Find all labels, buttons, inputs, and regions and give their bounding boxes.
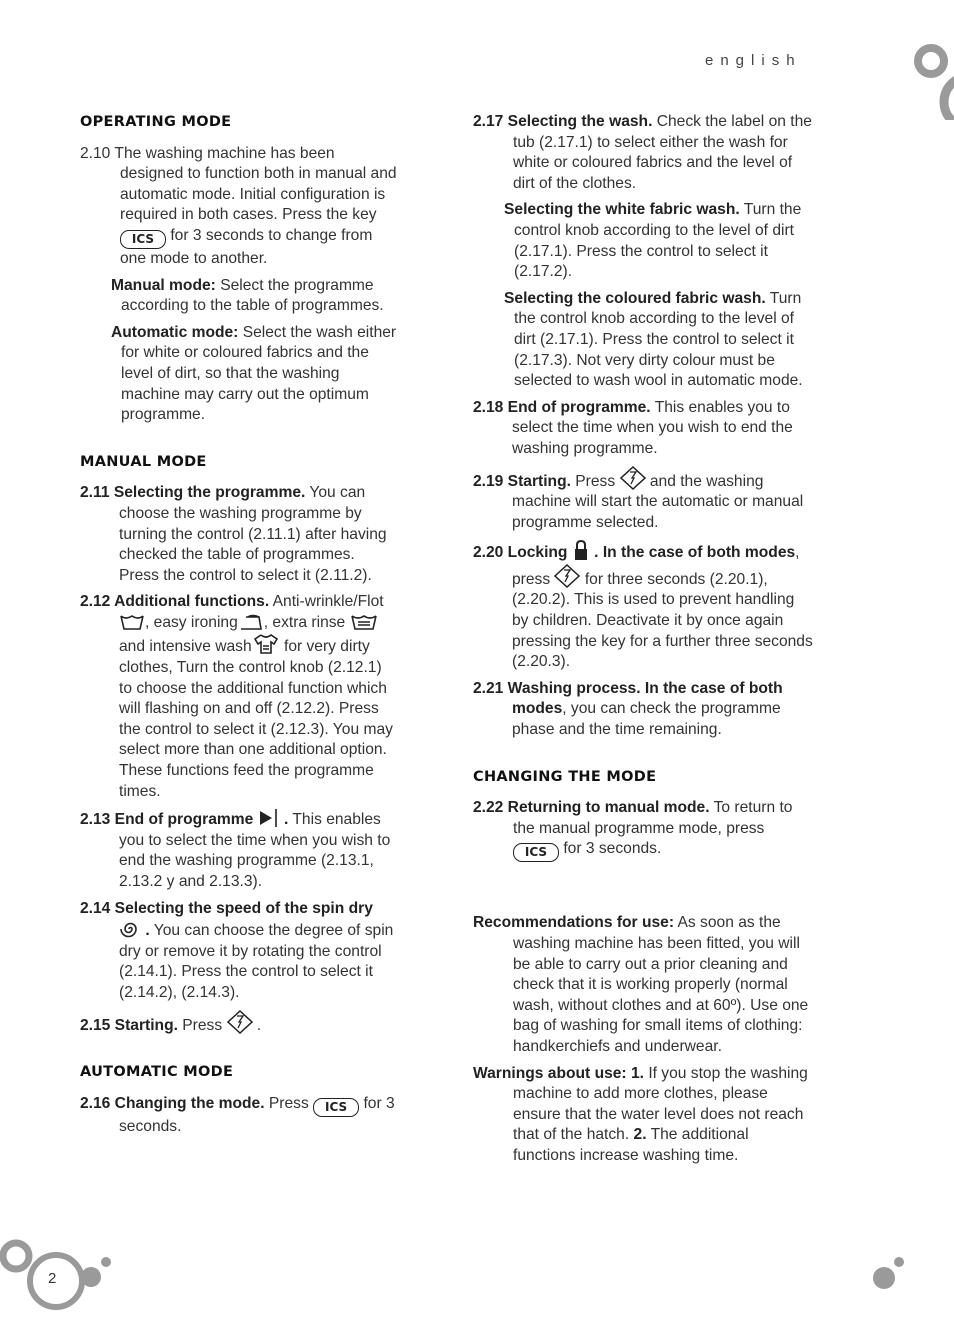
para-2-20 [473, 539, 813, 673]
para-2-22 [473, 798, 813, 862]
para-2-15-text: Press [182, 1016, 223, 1034]
automatic-mode-label: Automatic mode: [111, 323, 239, 341]
para-2-14-text: You can choose the degree of spin dry or remove it by rotating the control (2.14.1). Press the control to select it (2.14.2), (2.14.3). [119, 922, 394, 1001]
end-of-programme-icon [258, 808, 280, 828]
para-2-13-label: 2.13 End of programme [80, 811, 254, 829]
bottom-right-dot-decoration [868, 1250, 908, 1295]
para-2-19-label: 2.19 Starting. [473, 472, 571, 490]
para-2-20-label: 2.20 Locking [473, 544, 568, 562]
para-2-20-text-c: , press [512, 544, 800, 588]
para-2-16-end: for 3 seconds. [119, 1094, 395, 1135]
para-2-22-label: 2.22 Returning to manual mode. [473, 799, 710, 817]
para-2-12-text-d: and intensive wash [119, 638, 252, 656]
operating-mode-heading: OPERATING MODE [80, 114, 232, 130]
manual-mode-heading: MANUAL MODE [80, 453, 207, 470]
coloured-fabric-text: Turn the control knob according to the level of dirt (2.17.1). Press the control to select it (2.17.3). Not very dirty colour must be selected to wash wool in automatic mode. [514, 289, 803, 390]
ics-key-icon: ICS [313, 1098, 359, 1117]
para-2-12 [80, 592, 398, 802]
automatic-mode-heading: AUTOMATIC MODE [80, 1064, 234, 1081]
white-fabric-text: Turn the control knob according to the level of dirt (2.17.1). Press the control to select it (2.17.2). [514, 201, 802, 281]
para-2-15-label: 2.15 Starting. [80, 1016, 178, 1034]
warnings-text-b: The additional functions increase washing time. [513, 1126, 749, 1164]
para-2-11 [80, 483, 398, 586]
para-2-12-text-a: Anti-wrinkle/Flot [272, 593, 384, 611]
manual-mode-label: Manual mode: [111, 276, 216, 294]
language-label: english [705, 52, 802, 69]
start-diamond-icon [227, 1010, 253, 1034]
para-2-16-text: Press [268, 1094, 309, 1112]
warnings-para [473, 1064, 813, 1167]
para-2-20-text-d: for three seconds (2.20.1), (2.20.2). This is used to prevent handling by children. Deactivate it by once again pressing the key for a further three seconds (2.20.3). [512, 570, 813, 671]
para-2-18-text: This enables you to select the time when you wish to end the washing programme. [512, 398, 793, 457]
para-2-21-label: 2.21 Washing process. In the case of both modes [473, 679, 783, 718]
para-2-12-text-c: , extra rinse [263, 613, 346, 631]
para-2-12-text-e: for very dirty clothes, Turn the control knob (2.12.1) to choose the additional function which will flashing on and off (2.12.2). Press the control to select it (2.12.3). You may select more than one additional option. These functions feed the programme times. [119, 638, 393, 800]
para-2-10-number: 2.10 [80, 144, 111, 162]
para-2-14 [80, 899, 398, 1004]
para-2-12-text-b: , easy ironing [145, 613, 238, 631]
para-2-13 [80, 808, 398, 892]
para-2-10-text-a: The washing machine has been designed to function both in manual and automatic mode. Initial configuration is required in both cases. Press the key [114, 144, 397, 224]
changing-mode-heading: CHANGING THE MODE [473, 768, 657, 785]
automatic-mode-note [80, 323, 398, 426]
para-2-11-label: 2.11 Selecting the programme. [80, 484, 306, 502]
left-column [80, 112, 398, 1143]
warnings-number-2: 2. [633, 1126, 647, 1144]
para-2-21 [473, 679, 813, 741]
warnings-label: Warnings about use: 1. [473, 1064, 644, 1082]
para-2-22-text: To return to the manual programme mode, press [513, 799, 793, 837]
easy-ironing-icon [238, 613, 264, 631]
bottom-left-circle-decoration [0, 1230, 130, 1339]
white-fabric-note [473, 200, 813, 282]
para-2-13-dot: . [284, 811, 289, 829]
para-2-22-end: for 3 seconds. [563, 840, 662, 858]
start-diamond-icon [554, 564, 580, 588]
recommendations-para [473, 913, 813, 1057]
para-2-21-text: , you can check the programme phase and the time remaining. [512, 700, 781, 739]
para-2-10 [80, 144, 398, 270]
manual-mode-text: Select the programme according to the table of programmes. [121, 276, 384, 315]
para-2-13-text: This enables you to select the time when you wish to end the washing programme (2.13.1, 2.13.2 y and 2.13.3). [119, 811, 391, 890]
anti-wrinkle-tub-icon [119, 613, 145, 631]
coloured-fabric-note [473, 289, 813, 392]
para-2-16 [80, 1094, 398, 1138]
recommendations-text: As soon as the washing machine has been fitted, you will be able to carry out a prior cleaning and check that it is working properly (normal wash, without clothes and at 60º). Use one bag of washing for small items of clothing: handkerchiefs and underwear. [513, 914, 809, 1055]
automatic-mode-text: Select the wash either for white or coloured fabrics and the level of dirt, so that the washing machine may carry out the optimum programme. [121, 323, 397, 424]
manual-mode-note [80, 276, 398, 317]
para-2-14-dot: . [145, 922, 150, 940]
white-fabric-label: Selecting the white fabric wash. [504, 201, 740, 219]
para-2-19-text-a: Press [575, 472, 616, 490]
para-2-17-text: Check the label on the tub (2.17.1) to select either the wash for white or coloured fabrics and the level of dirt of the clothes. [513, 113, 812, 192]
right-column [473, 112, 813, 1173]
coloured-fabric-label: Selecting the coloured fabric wash. [504, 289, 766, 307]
warnings-text-a: If you stop the washing machine to add more clothes, please ensure that the water level does not reach that of the hatch. [513, 1064, 808, 1144]
para-2-20-text-b: . In the case of both modes [594, 544, 796, 562]
recommendations-label: Recommendations for use: [473, 914, 675, 932]
para-2-10-text-b: for 3 seconds to change from one mode to another. [120, 226, 373, 267]
para-2-18-label: 2.18 End of programme. [473, 398, 651, 416]
para-2-16-label: 2.16 Changing the mode. [80, 1094, 265, 1112]
intensive-wash-shirt-icon [252, 633, 280, 655]
page-number: 2 [48, 1270, 57, 1287]
top-right-circle-decoration [900, 30, 954, 120]
start-diamond-icon [620, 466, 646, 490]
para-2-11-text: You can choose the washing programme by turning the control (2.11.1) after having checked the table of programmes. Press the control to select it (2.11.2). [119, 484, 387, 584]
para-2-15-end: . [256, 1016, 262, 1034]
para-2-19 [473, 466, 813, 534]
padlock-icon [572, 539, 590, 561]
para-2-18 [473, 398, 813, 460]
extra-rinse-icon [350, 613, 378, 631]
para-2-17 [473, 112, 813, 194]
ics-key-icon: ICS [513, 843, 559, 862]
ics-key-icon: ICS [120, 230, 166, 249]
para-2-14-label: 2.14 Selecting the speed of the spin dry [80, 899, 373, 917]
para-2-15 [80, 1010, 398, 1037]
spin-spiral-icon [119, 919, 141, 939]
para-2-19-text-b: and the washing machine will start the automatic or manual programme selected. [512, 472, 804, 531]
para-2-12-label: 2.12 Additional functions. [80, 593, 270, 611]
para-2-17-label: 2.17 Selecting the wash. [473, 113, 653, 130]
